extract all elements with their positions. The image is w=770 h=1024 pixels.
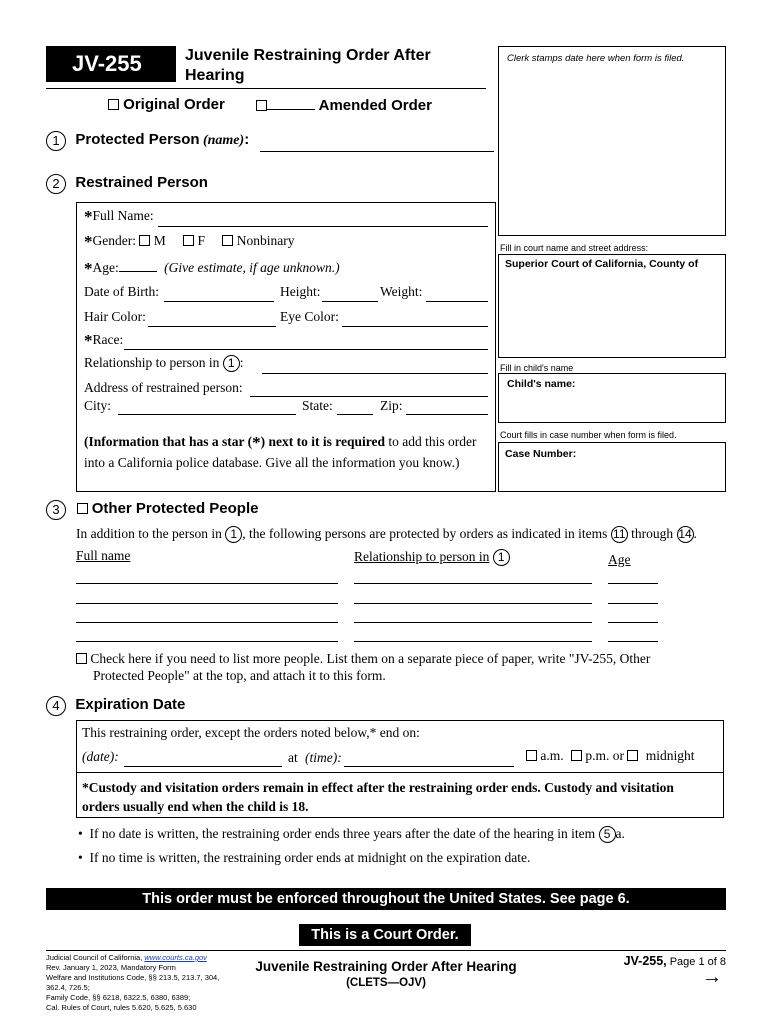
weight-field[interactable] xyxy=(426,301,488,302)
city-field[interactable] xyxy=(118,414,296,415)
section-4-number: 4 xyxy=(46,696,66,716)
pm-checkbox[interactable] xyxy=(571,750,582,761)
amended-order-label: Amended Order xyxy=(318,97,432,114)
protected-person-colon: : xyxy=(244,131,250,149)
expiration-time-field[interactable] xyxy=(344,766,514,767)
hair-field[interactable] xyxy=(148,326,276,327)
other-person-3-age[interactable] xyxy=(608,622,658,623)
bullet-dot: • xyxy=(78,850,83,865)
state-field[interactable] xyxy=(337,414,373,415)
section-3-intro-b: , the following persons are protected by orders as indicated in items xyxy=(242,526,608,541)
section-2-number: 2 xyxy=(46,174,66,194)
dob-row xyxy=(84,284,159,300)
weight-label: Weight: xyxy=(380,284,423,299)
footer-council xyxy=(46,953,219,963)
enforced-banner xyxy=(46,888,726,910)
section-3-intro xyxy=(76,526,697,543)
full-name-field[interactable] xyxy=(158,226,488,227)
expiration-label: Expiration Date xyxy=(75,696,186,714)
required-star: * xyxy=(84,207,93,226)
more-people-checkbox[interactable] xyxy=(76,653,87,664)
protected-person-label: Protected Person xyxy=(75,131,200,149)
child-name-box[interactable] xyxy=(498,373,726,423)
footer-code-1: Welfare and Institutions Code, §§ 213.5, 213.7, 304, xyxy=(46,973,220,982)
other-person-2-age[interactable] xyxy=(608,603,658,604)
bullet-1-suffix: a. xyxy=(615,826,625,841)
form-title-line2: Hearing xyxy=(185,67,245,84)
footer-citation xyxy=(46,953,219,1013)
star-note-bold-b: ) next to it is required xyxy=(260,434,385,449)
gender-nonbinary-label: Nonbinary xyxy=(236,233,295,248)
amended-order-checkbox[interactable] xyxy=(256,100,267,111)
footer-form-number: JV-255, xyxy=(623,954,667,968)
other-person-1-age[interactable] xyxy=(608,583,658,584)
expiration-date-label: (date): xyxy=(82,749,119,764)
enforced-banner-text: This order must be enforced throughout the United States. See page 6. xyxy=(142,891,630,907)
court-order-banner xyxy=(299,924,471,946)
section-3-ref-11: 11 xyxy=(611,526,628,543)
section-4-heading xyxy=(46,696,185,716)
section-3-intro-d: . xyxy=(693,526,697,541)
star-note xyxy=(84,432,494,473)
age-row: *Age: (Give estimate, if age unknown.) xyxy=(84,259,340,278)
full-name-label: Full Name xyxy=(92,208,150,223)
section-3-intro-a: In addition to the person in xyxy=(76,526,222,541)
footer-title-sub: (CLETS—OJV) xyxy=(346,977,426,989)
child-instruction: Fill in child's name xyxy=(500,363,574,373)
footer-rev: Rev. January 1, 2023, Mandatory Form xyxy=(46,963,176,972)
star-note-rest-a: to add this order xyxy=(385,434,477,449)
footer-divider xyxy=(46,950,726,951)
height-label: Height: xyxy=(280,284,321,299)
state-label: State: xyxy=(302,398,333,413)
other-person-1-relationship[interactable] xyxy=(354,583,592,584)
original-order-checkbox[interactable] xyxy=(108,99,119,110)
dob-field[interactable] xyxy=(164,301,274,302)
other-person-4-age[interactable] xyxy=(608,641,658,642)
amended-order-number-field[interactable] xyxy=(267,96,315,110)
expiration-intro: This restraining order, except the orders noted below,* end on: xyxy=(82,725,420,740)
star-note-star: * xyxy=(252,433,261,452)
col-relationship-ref: 1 xyxy=(493,549,510,566)
zip-field[interactable] xyxy=(406,414,488,415)
bullet-dot: • xyxy=(78,826,83,841)
required-star: * xyxy=(84,331,93,350)
bullet-1-text: If no date is written, the restraining order ends three years after the date of the hearing in item xyxy=(89,826,596,841)
footer-council-text: Judicial Council of California, xyxy=(46,953,143,962)
footer-page-text: Page 1 of 8 xyxy=(669,956,726,968)
bullet-2-text: If no time is written, the restraining order ends at midnight on the expiration date. xyxy=(89,850,531,865)
footer-code-2: 362.4, 726.5; xyxy=(46,983,90,992)
required-star: * xyxy=(84,232,93,251)
bullet-1 xyxy=(78,826,625,843)
age-field[interactable] xyxy=(119,258,157,272)
am-checkbox[interactable] xyxy=(526,750,537,761)
section-2-heading xyxy=(46,174,208,194)
gender-f-checkbox[interactable] xyxy=(183,235,194,246)
age-hint: (Give estimate, if age unknown.) xyxy=(164,260,340,275)
amended-order-row xyxy=(256,96,432,114)
footer-title-main: Juvenile Restraining Order After Hearing xyxy=(255,959,517,974)
expiration-date-field[interactable] xyxy=(124,766,282,767)
gender-row: *Gender: M F Nonbinary xyxy=(84,232,295,251)
section-3-heading xyxy=(46,500,258,520)
height-field[interactable] xyxy=(322,301,378,302)
col-full-name: Full name xyxy=(76,548,131,563)
pm-label: p.m. or xyxy=(585,748,624,763)
gender-nonbinary-checkbox[interactable] xyxy=(222,235,233,246)
col-relationship xyxy=(354,549,510,566)
section-3-number: 3 xyxy=(46,500,66,520)
footer-council-link[interactable]: www.courts.ca.gov xyxy=(144,953,207,962)
case-number-label: Case Number: xyxy=(505,448,577,460)
race-row: *Race: xyxy=(84,331,124,350)
section-3-ref-14: 14 xyxy=(678,527,692,542)
expiration-time-label: (time): xyxy=(305,750,342,765)
relationship-row: Relationship to person in 1 : xyxy=(84,355,244,371)
eye-field[interactable] xyxy=(342,326,488,327)
custody-note-line2: orders usually end when the child is 18. xyxy=(82,799,309,814)
more-people-row xyxy=(76,650,650,684)
custody-note-line1: *Custody and visitation orders remain in effect after the restraining order ends. Custody and visitation xyxy=(82,780,674,795)
court-order-banner-text: This is a Court Order. xyxy=(311,927,459,943)
other-person-1-name[interactable] xyxy=(76,583,338,584)
address-label: Address of restrained person: xyxy=(84,380,243,395)
star-note-line2: into a California police database. Give all the information you know.) xyxy=(84,455,460,470)
race-label: Race xyxy=(92,332,120,347)
custody-note xyxy=(82,778,674,816)
other-protected-checkbox[interactable] xyxy=(77,503,88,514)
col-relationship-label: Relationship to person in xyxy=(354,549,490,564)
other-person-4-name[interactable] xyxy=(76,641,338,642)
protected-person-hint: (name) xyxy=(202,133,245,149)
time-options xyxy=(526,748,695,764)
zip-label: Zip: xyxy=(380,398,403,413)
footer-title xyxy=(236,958,536,992)
more-people-text-a: Check here if you need to list more people. List them on a separate piece of paper, write "JV-255, Other xyxy=(90,651,651,666)
court-name-box[interactable] xyxy=(498,254,726,358)
section-1 xyxy=(46,131,496,151)
other-person-4-relationship[interactable] xyxy=(354,641,592,642)
other-person-2-name[interactable] xyxy=(76,603,338,604)
header-divider xyxy=(46,88,486,89)
star-note-bold-a: (Information that has a star ( xyxy=(84,434,253,449)
section-1-number: 1 xyxy=(46,131,66,151)
relationship-field[interactable] xyxy=(262,373,488,374)
race-field[interactable] xyxy=(124,349,488,350)
midnight-label: midnight xyxy=(645,748,695,763)
form-number-badge xyxy=(46,46,176,82)
gender-m-label: M xyxy=(153,233,166,248)
relationship-label: Relationship to person in xyxy=(84,355,220,370)
other-person-3-name[interactable] xyxy=(76,622,338,623)
restrained-person-label: Restrained Person xyxy=(75,174,208,192)
city-label: City: xyxy=(84,398,112,413)
other-protected-label: Other Protected People xyxy=(91,500,259,518)
original-order-label: Original Order xyxy=(123,96,225,113)
court-name: Superior Court of California, County of xyxy=(505,258,699,270)
dob-label: Date of Birth: xyxy=(84,284,159,299)
case-instruction: Court fills in case number when form is filed. xyxy=(500,430,677,440)
gender-label: Gender xyxy=(92,233,133,248)
next-page-arrow-icon[interactable]: → xyxy=(702,966,722,988)
footer-code-4: Cal. Rules of Court, rules 5.620, 5.625, 5.630 xyxy=(46,1003,197,1012)
case-number-box[interactable] xyxy=(498,442,726,492)
expiration-divider xyxy=(76,772,724,773)
other-person-2-relationship[interactable] xyxy=(354,603,592,604)
section-3-intro-c: through xyxy=(631,526,674,541)
bullet-1-ref: 5 xyxy=(599,826,616,843)
full-name-row: *Full Name: xyxy=(84,207,154,226)
section-3-ref-1: 1 xyxy=(225,526,242,543)
age-label: Age xyxy=(92,260,115,275)
star-note-line1 xyxy=(84,432,494,453)
more-people-line1 xyxy=(76,650,650,667)
col-age: Age xyxy=(608,552,631,567)
required-star: * xyxy=(84,259,93,278)
child-name-label: Child's name: xyxy=(507,378,576,390)
court-instruction: Fill in court name and street address: xyxy=(500,243,649,253)
form-title-line1: Juvenile Restraining Order After xyxy=(185,47,431,64)
gender-f-label: F xyxy=(197,233,206,248)
hair-label: Hair Color: xyxy=(84,309,146,324)
address-field[interactable] xyxy=(250,396,488,397)
eye-label: Eye Color: xyxy=(280,309,339,324)
form-title xyxy=(185,46,431,86)
clerk-stamp-box xyxy=(498,46,726,236)
other-person-3-relationship[interactable] xyxy=(354,622,592,623)
am-label: a.m. xyxy=(540,748,564,763)
order-type-row xyxy=(108,96,225,113)
expiration-at: at xyxy=(288,750,298,765)
clerk-stamp-text: Clerk stamps date here when form is filed. xyxy=(507,53,685,64)
more-people-line2: Protected People" at the top, and attach it to this form. xyxy=(93,668,386,683)
footer-code-3: Family Code, §§ 6218, 6322.5, 6380, 6389; xyxy=(46,993,191,1002)
bullet-2 xyxy=(78,850,530,866)
relationship-ref: 1 xyxy=(223,355,240,372)
protected-person-name-field[interactable] xyxy=(260,151,494,152)
midnight-checkbox[interactable] xyxy=(627,750,638,761)
gender-m-checkbox[interactable] xyxy=(139,235,150,246)
form-number: JV-255 xyxy=(72,51,142,76)
